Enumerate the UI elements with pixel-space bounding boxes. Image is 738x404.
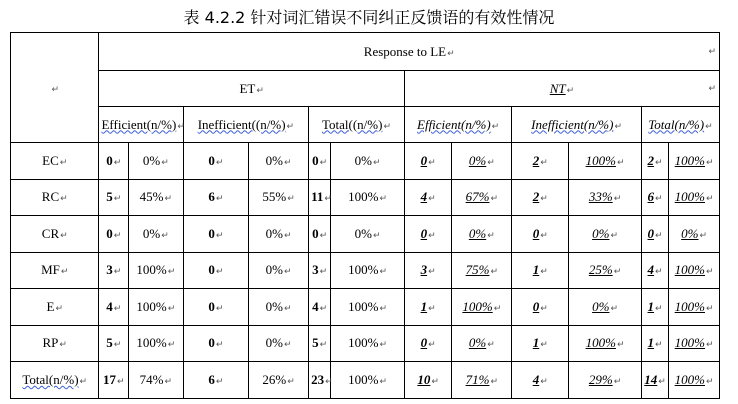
table-cell: 10↵ (404, 362, 451, 399)
table-row (11, 289, 720, 326)
nt-efficient-header: Efficient(n/%)↵ (404, 107, 511, 143)
table-cell: 5↵ (309, 325, 331, 362)
et-efficient-header: Efficient(n/%)↵ (99, 107, 183, 143)
table-cell: 14↵ (641, 362, 668, 399)
table-cell: 100%↵ (569, 325, 642, 362)
table-cell: 0↵ (404, 216, 451, 253)
table-cell: 0↵ (641, 216, 668, 253)
table-cell: 2↵ (512, 179, 569, 216)
table-cell: 23↵ (309, 362, 331, 399)
table-cell: 6↵ (183, 362, 248, 399)
table-row (11, 179, 720, 216)
response-header: Response to LE↵ ↵ (99, 33, 720, 71)
table-row (11, 362, 720, 399)
table-cell: 0↵ (512, 216, 569, 253)
table-row (11, 143, 720, 180)
table-cell: 71%↵ (452, 362, 512, 399)
table-cell: 67%↵ (452, 179, 512, 216)
table-cell: 100%↵ (669, 289, 720, 326)
table-cell: 100%↵ (569, 143, 642, 180)
table-cell: 4↵ (404, 179, 451, 216)
nt-inefficient-header: Inefficient(n/%)↵ (512, 107, 642, 143)
table-cell: 5↵ (99, 325, 128, 362)
table-cell: 0%↵ (452, 325, 512, 362)
table-cell: 1↵ (512, 252, 569, 289)
table-cell: 75%↵ (452, 252, 512, 289)
table-cell: 0%↵ (669, 216, 720, 253)
table-cell: 3↵ (404, 252, 451, 289)
table-cell: 100%↵ (128, 252, 183, 289)
table-cell: 0%↵ (249, 289, 309, 326)
table-cell: 3↵ (99, 252, 128, 289)
table-cell: 0↵ (512, 289, 569, 326)
table-cell: 100%↵ (331, 362, 405, 399)
table-cell: 100%↵ (331, 325, 405, 362)
table-cell: 11↵ (309, 179, 331, 216)
table-cell: 0↵ (183, 216, 248, 253)
table-cell: 0↵ (183, 252, 248, 289)
row-label: CR↵ (11, 216, 99, 253)
table-cell: 0%↵ (128, 216, 183, 253)
row-label: RC↵ (11, 179, 99, 216)
table-cell: 100%↵ (669, 325, 720, 362)
table-cell: 1↵ (404, 289, 451, 326)
table-cell: 45%↵ (128, 179, 183, 216)
table-cell: 4↵ (641, 252, 668, 289)
table-cell: 100%↵ (452, 289, 512, 326)
table-cell: 0%↵ (249, 252, 309, 289)
table-cell: 0↵ (183, 143, 248, 180)
table-row (11, 325, 720, 362)
table-cell: 0↵ (404, 325, 451, 362)
et-header: ET↵ (99, 71, 404, 107)
table-cell: 4↵ (512, 362, 569, 399)
table-cell: 33%↵ (569, 179, 642, 216)
table-cell: 1↵ (641, 325, 668, 362)
table-cell: 29%↵ (569, 362, 642, 399)
table-cell: 0↵ (99, 143, 128, 180)
table-cell: 0%↵ (128, 143, 183, 180)
table-cell: 1↵ (641, 289, 668, 326)
table-cell: 25%↵ (569, 252, 642, 289)
table-cell: 4↵ (99, 289, 128, 326)
et-inefficient-header: Inefficient((n/%)↵ (183, 107, 308, 143)
table-cell: 0%↵ (569, 216, 642, 253)
table-cell: 100%↵ (669, 179, 720, 216)
table-cell: 0↵ (183, 325, 248, 362)
table-cell: 0↵ (99, 216, 128, 253)
table-row (11, 216, 720, 253)
table-cell: 55%↵ (249, 179, 309, 216)
table-title: 表 4.2.2 针对词汇错误不同纠正反馈语的有效性情况 (183, 8, 555, 27)
table-row (11, 252, 720, 289)
table-cell: 100%↵ (331, 179, 405, 216)
et-total-header: Total((n/%)↵ (309, 107, 405, 143)
table-cell: 0↵ (309, 143, 331, 180)
corner-cell: ↵ (11, 33, 99, 143)
table-cell: 2↵ (512, 143, 569, 180)
feedback-effectiveness-table (10, 32, 720, 399)
table-cell: 0%↵ (452, 143, 512, 180)
table-cell: 0↵ (309, 216, 331, 253)
nt-header: NT↵ ↵ (404, 71, 719, 107)
table-cell: 4↵ (309, 289, 331, 326)
table-cell: 3↵ (309, 252, 331, 289)
table-cell: 100%↵ (669, 252, 720, 289)
table-cell: 100%↵ (128, 289, 183, 326)
table-cell: 100%↵ (331, 252, 405, 289)
table-cell: 2↵ (641, 143, 668, 180)
table-container (10, 32, 720, 399)
table-cell: 5↵ (99, 179, 128, 216)
table-cell: 0%↵ (569, 289, 642, 326)
table-cell: 6↵ (641, 179, 668, 216)
table-cell: 74%↵ (128, 362, 183, 399)
table-cell: 100%↵ (669, 143, 720, 180)
table-cell: 0%↵ (249, 143, 309, 180)
row-label: RP↵ (11, 325, 99, 362)
nt-total-header: Total(n/%)↵ (641, 107, 719, 143)
row-label: EC↵ (11, 143, 99, 180)
table-cell: 0%↵ (249, 216, 309, 253)
table-cell: 0%↵ (331, 216, 405, 253)
table-cell: 0↵ (183, 289, 248, 326)
row-label: MF↵ (11, 252, 99, 289)
table-cell: 0%↵ (249, 325, 309, 362)
table-cell: 0%↵ (452, 216, 512, 253)
row-label: E↵ (11, 289, 99, 326)
table-cell: 0↵ (404, 143, 451, 180)
table-cell: 0%↵ (331, 143, 405, 180)
table-cell: 17↵ (99, 362, 128, 399)
table-cell: 100%↵ (669, 362, 720, 399)
table-cell: 100%↵ (128, 325, 183, 362)
row-label: Total(n/%)↵ (11, 362, 99, 399)
table-cell: 26%↵ (249, 362, 309, 399)
table-cell: 100%↵ (331, 289, 405, 326)
table-cell: 6↵ (183, 179, 248, 216)
table-cell: 1↵ (512, 325, 569, 362)
